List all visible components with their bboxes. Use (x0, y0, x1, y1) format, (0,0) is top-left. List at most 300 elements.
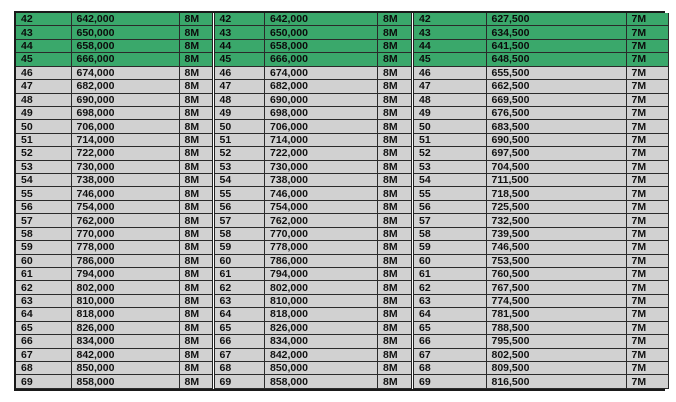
price-value: 794,000 (265, 268, 378, 281)
table-row (16, 321, 213, 334)
row-number: 56 (414, 200, 486, 213)
size-label: 8M (378, 268, 413, 281)
table-row (16, 348, 213, 361)
size-label: 7M (626, 335, 668, 348)
table-row (215, 227, 413, 240)
price-value: 858,000 (71, 375, 179, 388)
size-label: 7M (626, 321, 668, 334)
row-number: 57 (16, 214, 71, 227)
price-value: 818,000 (71, 308, 179, 321)
price-value: 627,500 (486, 13, 626, 26)
table-row (16, 200, 213, 213)
size-label: 8M (378, 133, 413, 146)
price-value: 802,000 (265, 281, 378, 294)
table-row (414, 80, 668, 93)
price-value: 850,000 (265, 361, 378, 374)
row-number: 50 (215, 120, 265, 133)
table-row (16, 308, 213, 321)
table-row (414, 53, 668, 66)
row-number: 67 (16, 348, 71, 361)
price-value: 682,000 (71, 80, 179, 93)
size-label: 8M (179, 214, 213, 227)
table-row (215, 53, 413, 66)
table-row (16, 187, 213, 200)
size-label: 7M (626, 80, 668, 93)
table-row (215, 348, 413, 361)
size-label: 8M (179, 26, 213, 39)
table-block-3 (414, 13, 669, 389)
table-row (16, 26, 213, 39)
row-number: 47 (414, 80, 486, 93)
size-label: 8M (179, 13, 213, 26)
row-number: 52 (16, 147, 71, 160)
row-number: 53 (215, 160, 265, 173)
table-row (215, 26, 413, 39)
price-value: 738,000 (71, 174, 179, 187)
price-value: 762,000 (71, 214, 179, 227)
price-value: 669,500 (486, 93, 626, 106)
price-value: 706,000 (71, 120, 179, 133)
price-value: 658,000 (265, 39, 378, 52)
size-label: 8M (179, 160, 213, 173)
table-row (215, 187, 413, 200)
row-number: 51 (414, 133, 486, 146)
price-value: 746,500 (486, 241, 626, 254)
size-label: 8M (179, 39, 213, 52)
size-label: 8M (378, 348, 413, 361)
row-number: 47 (215, 80, 265, 93)
price-value: 690,500 (486, 133, 626, 146)
row-number: 64 (215, 308, 265, 321)
price-value: 802,000 (71, 281, 179, 294)
row-number: 54 (414, 174, 486, 187)
row-number: 68 (215, 361, 265, 374)
size-label: 7M (626, 375, 668, 388)
price-value: 634,500 (486, 26, 626, 39)
table-block-1 (16, 13, 215, 389)
table-row (215, 241, 413, 254)
row-number: 65 (215, 321, 265, 334)
table-row (16, 335, 213, 348)
price-value: 795,500 (486, 335, 626, 348)
size-label: 8M (179, 227, 213, 240)
row-number: 64 (16, 308, 71, 321)
table-row (414, 308, 668, 321)
row-number: 45 (215, 53, 265, 66)
table-row (16, 106, 213, 119)
row-number: 61 (215, 268, 265, 281)
price-value: 690,000 (265, 93, 378, 106)
table-row (414, 26, 668, 39)
table-row (215, 80, 413, 93)
row-number: 45 (414, 53, 486, 66)
price-value: 714,000 (265, 133, 378, 146)
row-number: 69 (215, 375, 265, 388)
size-label: 7M (626, 13, 668, 26)
row-number: 69 (414, 375, 486, 388)
table-row (215, 214, 413, 227)
row-number: 55 (215, 187, 265, 200)
size-label: 8M (179, 80, 213, 93)
size-label: 7M (626, 53, 668, 66)
table-row (16, 268, 213, 281)
table-row (414, 13, 668, 26)
table-row (215, 106, 413, 119)
price-value: 658,000 (71, 39, 179, 52)
size-label: 8M (179, 348, 213, 361)
price-value: 648,500 (486, 53, 626, 66)
row-number: 62 (414, 281, 486, 294)
size-label: 8M (179, 93, 213, 106)
size-label: 8M (179, 335, 213, 348)
row-number: 53 (16, 160, 71, 173)
table-row (215, 254, 413, 267)
table-row (414, 147, 668, 160)
table-row (215, 375, 413, 388)
price-value: 698,000 (71, 106, 179, 119)
table-row (16, 66, 213, 79)
table-row (414, 281, 668, 294)
size-label: 8M (378, 241, 413, 254)
row-number: 63 (215, 294, 265, 307)
price-value: 770,000 (265, 227, 378, 240)
size-label: 8M (179, 361, 213, 374)
row-number: 47 (16, 80, 71, 93)
table-row (414, 200, 668, 213)
table-row (414, 294, 668, 307)
table-row (414, 133, 668, 146)
size-label: 8M (378, 321, 413, 334)
table-row (215, 321, 413, 334)
price-value: 722,000 (265, 147, 378, 160)
table-row (16, 147, 213, 160)
price-value: 753,500 (486, 254, 626, 267)
price-value: 697,500 (486, 147, 626, 160)
size-label: 8M (378, 93, 413, 106)
price-value: 754,000 (71, 200, 179, 213)
row-number: 52 (215, 147, 265, 160)
row-number: 54 (215, 174, 265, 187)
price-value: 850,000 (71, 361, 179, 374)
size-label: 8M (378, 53, 413, 66)
size-label: 8M (179, 106, 213, 119)
row-number: 60 (16, 254, 71, 267)
size-label: 7M (626, 147, 668, 160)
row-number: 57 (215, 214, 265, 227)
row-number: 66 (215, 335, 265, 348)
size-label: 8M (179, 294, 213, 307)
size-label: 7M (626, 187, 668, 200)
size-label: 8M (378, 375, 413, 388)
table-row (414, 93, 668, 106)
size-label: 8M (179, 66, 213, 79)
size-label: 7M (626, 106, 668, 119)
size-label: 8M (378, 281, 413, 294)
row-number: 56 (16, 200, 71, 213)
row-number: 53 (414, 160, 486, 173)
price-value: 718,500 (486, 187, 626, 200)
table-row (414, 361, 668, 374)
table-row (16, 160, 213, 173)
table-row (215, 281, 413, 294)
size-label: 8M (179, 281, 213, 294)
price-value: 650,000 (265, 26, 378, 39)
row-number: 69 (16, 375, 71, 388)
row-number: 62 (215, 281, 265, 294)
price-value: 662,500 (486, 80, 626, 93)
row-number: 50 (414, 120, 486, 133)
table-row (16, 80, 213, 93)
table-row (215, 147, 413, 160)
row-number: 51 (16, 133, 71, 146)
row-number: 50 (16, 120, 71, 133)
row-number: 46 (16, 66, 71, 79)
price-value: 767,500 (486, 281, 626, 294)
size-label: 7M (626, 133, 668, 146)
price-value: 676,500 (486, 106, 626, 119)
row-number: 60 (414, 254, 486, 267)
table-row (414, 174, 668, 187)
price-value: 642,000 (71, 13, 179, 26)
table-row (414, 375, 668, 388)
size-label: 7M (626, 308, 668, 321)
price-value: 754,000 (265, 200, 378, 213)
size-label: 7M (626, 93, 668, 106)
price-value: 746,000 (265, 187, 378, 200)
size-label: 7M (626, 200, 668, 213)
table-row (414, 335, 668, 348)
price-value: 711,500 (486, 174, 626, 187)
price-value: 706,000 (265, 120, 378, 133)
size-label: 8M (179, 308, 213, 321)
size-label: 8M (179, 53, 213, 66)
row-number: 68 (414, 361, 486, 374)
size-label: 8M (378, 120, 413, 133)
price-value: 834,000 (71, 335, 179, 348)
table-row (215, 39, 413, 52)
row-number: 49 (16, 106, 71, 119)
size-label: 7M (626, 268, 668, 281)
row-number: 65 (414, 321, 486, 334)
price-value: 810,000 (71, 294, 179, 307)
table-row (16, 361, 213, 374)
size-label: 8M (378, 200, 413, 213)
size-label: 8M (179, 187, 213, 200)
price-value: 842,000 (265, 348, 378, 361)
row-number: 42 (414, 13, 486, 26)
row-number: 42 (215, 13, 265, 26)
size-label: 8M (179, 174, 213, 187)
size-label: 7M (626, 294, 668, 307)
table-row (16, 93, 213, 106)
row-number: 57 (414, 214, 486, 227)
row-number: 44 (16, 39, 71, 52)
row-number: 51 (215, 133, 265, 146)
table-row (414, 227, 668, 240)
price-value: 858,000 (265, 375, 378, 388)
size-label: 8M (378, 147, 413, 160)
row-number: 48 (16, 93, 71, 106)
table-row (16, 294, 213, 307)
table-row (16, 13, 213, 26)
size-label: 8M (378, 308, 413, 321)
table-row (16, 174, 213, 187)
table-row (215, 308, 413, 321)
table-row (414, 106, 668, 119)
row-number: 60 (215, 254, 265, 267)
row-number: 52 (414, 147, 486, 160)
size-label: 8M (378, 160, 413, 173)
price-value: 802,500 (486, 348, 626, 361)
size-label: 7M (626, 241, 668, 254)
size-label: 8M (378, 187, 413, 200)
price-value: 794,000 (71, 268, 179, 281)
price-value: 730,000 (265, 160, 378, 173)
table-row (215, 268, 413, 281)
row-number: 65 (16, 321, 71, 334)
price-value: 774,500 (486, 294, 626, 307)
row-number: 43 (16, 26, 71, 39)
row-number: 59 (414, 241, 486, 254)
table-row (414, 120, 668, 133)
price-value: 682,000 (265, 80, 378, 93)
row-number: 45 (16, 53, 71, 66)
table-row (414, 268, 668, 281)
size-label: 7M (626, 214, 668, 227)
size-label: 7M (626, 348, 668, 361)
table-row (414, 214, 668, 227)
row-number: 44 (215, 39, 265, 52)
row-number: 61 (414, 268, 486, 281)
table-row (16, 375, 213, 388)
table-row (16, 241, 213, 254)
price-value: 762,000 (265, 214, 378, 227)
price-value: 725,500 (486, 200, 626, 213)
price-value: 683,500 (486, 120, 626, 133)
table-row (414, 39, 668, 52)
table-block-2 (215, 13, 415, 389)
table-row (215, 174, 413, 187)
row-number: 66 (16, 335, 71, 348)
price-value: 698,000 (265, 106, 378, 119)
size-label: 8M (378, 39, 413, 52)
price-value: 732,500 (486, 214, 626, 227)
price-value: 778,000 (265, 241, 378, 254)
table-row (215, 361, 413, 374)
table-row (414, 66, 668, 79)
row-number: 49 (414, 106, 486, 119)
price-value: 788,500 (486, 321, 626, 334)
row-number: 58 (414, 227, 486, 240)
size-label: 7M (626, 26, 668, 39)
row-number: 62 (16, 281, 71, 294)
price-value: 739,500 (486, 227, 626, 240)
price-value: 834,000 (265, 335, 378, 348)
table-row (16, 281, 213, 294)
price-value: 666,000 (71, 53, 179, 66)
table-row (414, 241, 668, 254)
row-number: 56 (215, 200, 265, 213)
row-number: 66 (414, 335, 486, 348)
price-value: 826,000 (265, 321, 378, 334)
size-label: 7M (626, 281, 668, 294)
size-label: 8M (179, 241, 213, 254)
size-label: 8M (378, 361, 413, 374)
size-label: 8M (179, 254, 213, 267)
size-label: 7M (626, 254, 668, 267)
size-label: 8M (378, 13, 413, 26)
row-number: 58 (16, 227, 71, 240)
table-row (215, 120, 413, 133)
price-value: 641,500 (486, 39, 626, 52)
row-number: 63 (16, 294, 71, 307)
row-number: 55 (16, 187, 71, 200)
table-row (16, 120, 213, 133)
price-value: 842,000 (71, 348, 179, 361)
row-number: 46 (215, 66, 265, 79)
size-label: 8M (179, 200, 213, 213)
table-row (215, 133, 413, 146)
row-number: 48 (215, 93, 265, 106)
row-number: 43 (414, 26, 486, 39)
price-value: 642,000 (265, 13, 378, 26)
row-number: 68 (16, 361, 71, 374)
size-label: 8M (179, 133, 213, 146)
table-row (16, 39, 213, 52)
size-label: 7M (626, 174, 668, 187)
table-row (16, 53, 213, 66)
price-value: 781,500 (486, 308, 626, 321)
price-value: 810,000 (265, 294, 378, 307)
table-row (215, 335, 413, 348)
row-number: 58 (215, 227, 265, 240)
row-number: 59 (215, 241, 265, 254)
price-value: 826,000 (71, 321, 179, 334)
size-label: 7M (626, 361, 668, 374)
price-value: 650,000 (71, 26, 179, 39)
price-value: 674,000 (265, 66, 378, 79)
size-label: 8M (179, 120, 213, 133)
table-row (215, 66, 413, 79)
price-value: 770,000 (71, 227, 179, 240)
row-number: 64 (414, 308, 486, 321)
price-value: 674,000 (71, 66, 179, 79)
table-row (414, 321, 668, 334)
size-label: 8M (378, 214, 413, 227)
row-number: 43 (215, 26, 265, 39)
size-label: 8M (378, 227, 413, 240)
size-label: 8M (179, 375, 213, 388)
table-row (16, 214, 213, 227)
price-value: 746,000 (71, 187, 179, 200)
table-row (215, 200, 413, 213)
row-number: 59 (16, 241, 71, 254)
row-number: 42 (16, 13, 71, 26)
row-number: 44 (414, 39, 486, 52)
table-row (215, 160, 413, 173)
size-label: 7M (626, 227, 668, 240)
price-value: 738,000 (265, 174, 378, 187)
row-number: 61 (16, 268, 71, 281)
table-row (414, 254, 668, 267)
row-number: 67 (414, 348, 486, 361)
row-number: 49 (215, 106, 265, 119)
price-value: 818,000 (265, 308, 378, 321)
size-label: 7M (626, 160, 668, 173)
size-label: 8M (378, 254, 413, 267)
row-number: 48 (414, 93, 486, 106)
row-number: 63 (414, 294, 486, 307)
